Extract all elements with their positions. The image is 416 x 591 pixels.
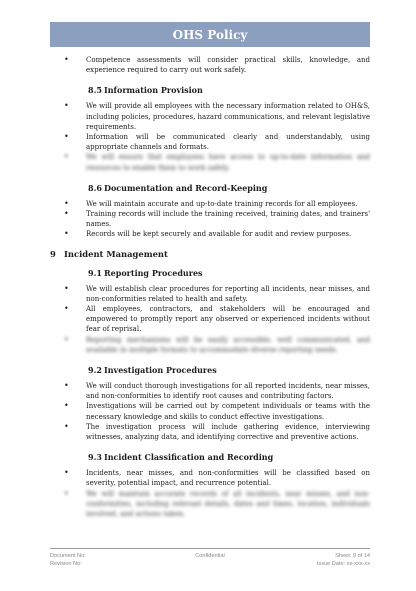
blurred-list-item: • Reporting mechanisms will be easily accessible, well communicated, and available in multiple formats to accommodate diverse reporting needs. bbox=[62, 335, 370, 355]
bullet-list bbox=[50, 381, 370, 442]
section-heading-9: 9 Incident Management bbox=[50, 248, 168, 259]
list-item: • Incidents, near misses, and non-conformities will be classified based on severity, potential impact, and recurrence potential. bbox=[62, 468, 370, 488]
list-item: • We will provide all employees with the necessary information related to OH&S, including policies, procedures, hazard communications, and relevant legislative requirements. bbox=[62, 101, 370, 132]
confidentiality-label: Confidential bbox=[195, 553, 225, 559]
list-item: • Information will be communicated clearly and understandably, using appropriate channels and formats. bbox=[62, 132, 370, 152]
page-footer bbox=[50, 548, 370, 568]
page-header bbox=[50, 22, 370, 47]
bullet-list bbox=[50, 101, 370, 172]
section-heading-9-2: 9.2 Investigation Procedures bbox=[88, 365, 217, 376]
bullet-list bbox=[50, 199, 370, 240]
bullet-list bbox=[50, 284, 370, 355]
revision-number-label: Revision No: bbox=[50, 561, 82, 567]
document-number-label: Document No: bbox=[50, 553, 86, 559]
sheet-number: Sheet: 9 of 14 bbox=[335, 553, 371, 559]
list-item: • Records will be kept securely and available for audit and review purposes. bbox=[62, 229, 370, 239]
list-item: • Investigations will be carried out by competent individuals or teams with the necessary knowledge and skills to conduct effective investigations. bbox=[62, 401, 370, 421]
blurred-list-item: • We will maintain accurate records of all incidents, near misses, and non-conformities, including relevant details, dates and times, location, individuals involved, and actions taken. bbox=[62, 489, 370, 520]
bullet-list bbox=[50, 468, 370, 519]
list-item: • Training records will include the training received, training dates, and trainers' names. bbox=[62, 209, 370, 229]
section-heading-9-1: 9.1 Reporting Procedures bbox=[88, 267, 203, 278]
list-item: • We will conduct thorough investigations for all reported incidents, near misses, and non-conformities to identify root causes and contributing factors. bbox=[62, 381, 370, 401]
document-body bbox=[50, 52, 370, 519]
section-heading-9-3: 9.3 Incident Classification and Recording bbox=[88, 452, 274, 463]
list-item: • All employees, contractors, and stakeholders will be encouraged and empowered to promptly report any observed or experienced incidents without fear of reprisal. bbox=[62, 304, 370, 335]
section-heading-8-6: 8.6 Documentation and Record-Keeping bbox=[88, 182, 268, 193]
section-heading-8-5: 8.5 Information Provision bbox=[88, 85, 203, 96]
list-item: • We will maintain accurate and up-to-date training records for all employees. bbox=[62, 199, 370, 209]
list-item: • Competence assessments will consider practical skills, knowledge, and experience required to carry out work safely. bbox=[62, 55, 370, 75]
issue-date: Issue Date: xx-xxx-xx bbox=[316, 561, 371, 567]
page-title: OHS Policy bbox=[172, 27, 248, 42]
bullet-list bbox=[50, 55, 370, 75]
blurred-list-item: • We will ensure that employees have access to up-to-date information and resources to enable them to work safely. bbox=[62, 152, 370, 172]
list-item: • We will establish clear procedures for reporting all incidents, near misses, and non-conformities related to health and safety. bbox=[62, 284, 370, 304]
list-item: • The investigation process will include gathering evidence, interviewing witnesses, analyzing data, and identifying corrective and preventive actions. bbox=[62, 422, 370, 442]
